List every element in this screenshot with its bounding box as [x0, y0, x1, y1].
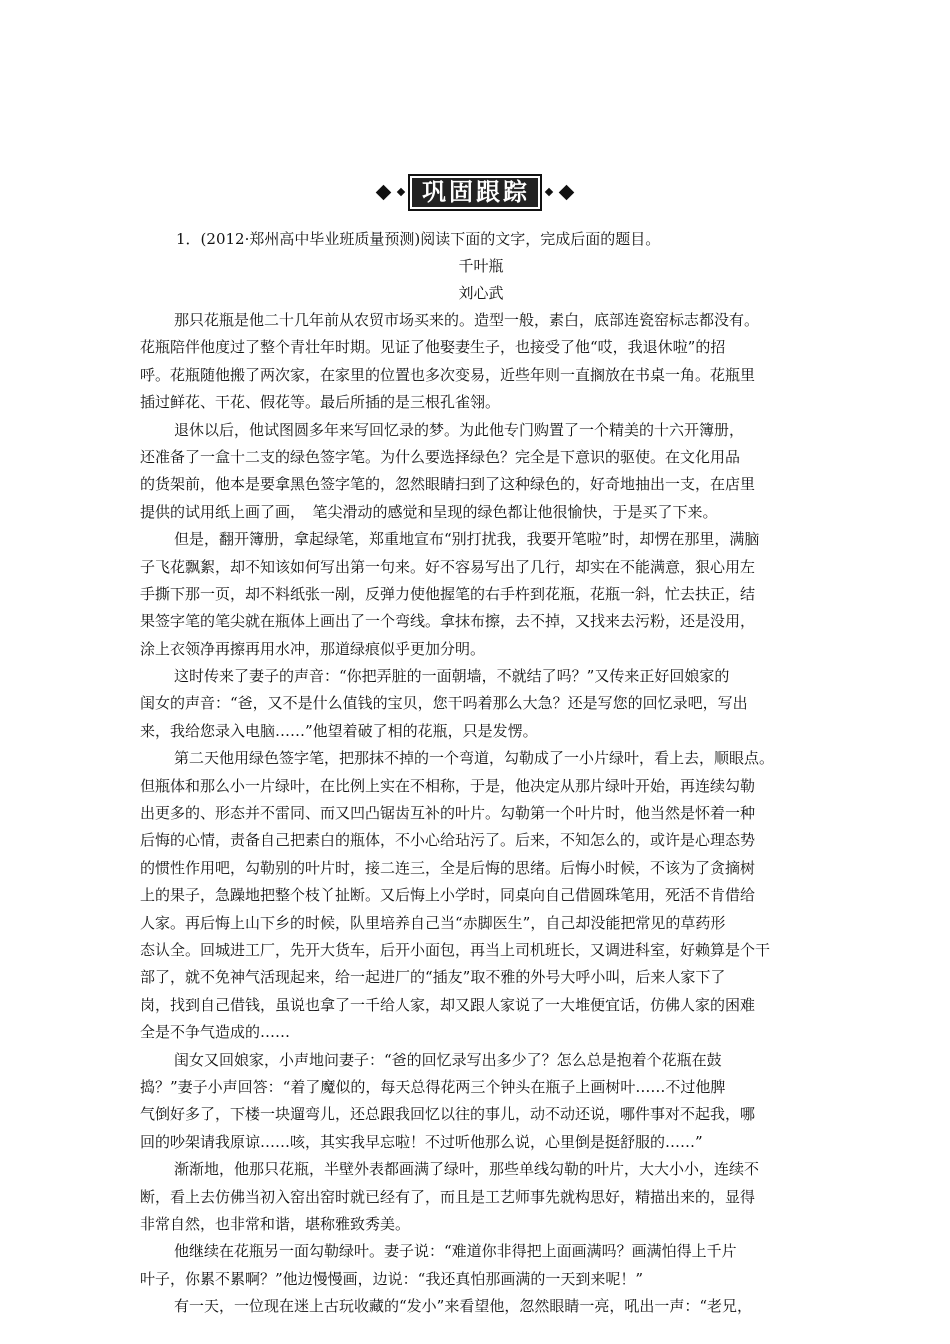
paragraph — [140, 1238, 822, 1293]
paragraph-line: 还准备了一盒十二支的绿色签字笔。为什么要选择绿色？完全是下意识的驱使。在文化用品 — [140, 447, 741, 466]
diamond-bullet-icon — [397, 188, 405, 196]
paragraph-line: 那只花瓶是他二十几年前从农贸市场买来的。造型一般，素白，底部连瓷窑标志都没有。 — [174, 311, 760, 329]
section-banner — [0, 174, 950, 210]
paragraph-line: 全是不争气造成的…… — [140, 1023, 291, 1042]
paragraph — [140, 1156, 822, 1238]
paragraph — [140, 1293, 822, 1320]
story-title: 千叶瓶 — [458, 257, 504, 275]
story-text — [140, 307, 822, 1320]
paragraph-line: 的货架前，他本是要拿黑色签字笔的，忽然眼睛扫到了这种绿色的，好奇地抽出一支，在店里 — [140, 475, 756, 494]
paragraph — [140, 307, 822, 417]
paragraph-line: 非常自然，也非常和谐，堪称雅致秀美。 — [140, 1214, 411, 1233]
paragraph-line: 闺女又回娘家，小声地问妻子：“爸的回忆录写出多少了？怎么总是抱着个花瓶在鼓 — [174, 1050, 722, 1069]
diamond-bullet-icon — [559, 184, 575, 200]
paragraph-line: 子飞花飘絮，却不知该如何写出第一句来。好不容易写出了几行，却实在不能满意，狠心用左 — [140, 557, 756, 576]
paragraph-line: 岗，找到自己借钱，虽说也拿了一千给人家，却又跟人家说了一大堆便宜话，仿佛人家的困难 — [140, 995, 756, 1014]
paragraph — [140, 526, 822, 663]
paragraph-line: 呼。花瓶随他搬了两次家，在家里的位置也多次变易，近些年则一直搁放在书桌一角。花瓶里 — [140, 365, 756, 384]
diamond-bullet-icon — [545, 188, 553, 196]
paragraph-line: 来，我给您录入电脑……”他望着破了相的花瓶，只是发愣。 — [140, 721, 538, 740]
paragraph-line: 闺女的声音：“爸，又不是什么值钱的宝贝，您干吗着那么大急？还是写您的回忆录吧，写出 — [140, 694, 748, 713]
paragraph-line: 的惯性作用吧，勾勒别的叶片时，接二连三，全是后悔的思绪。后悔小时候，不该为了贪摘树 — [140, 858, 756, 877]
paragraph-line: 涂上衣领净再擦再用水冲，那道绿痕似乎更加分明。 — [140, 639, 486, 658]
diamond-bullet-icon — [376, 184, 392, 200]
paragraph-line: 插过鲜花、干花、假花等。最后所插的是三根孔雀翎。 — [140, 393, 501, 412]
paragraph-line: 捣？”妻子小声回答：“着了魔似的，每天总得花两三个钟头在瓶子上画树叶……不过他脾 — [140, 1077, 726, 1096]
paragraph-line: 部了，就不免神气活现起来，给一起进厂的“插友”取不雅的外号大呼小叫，后来人家下了 — [140, 968, 726, 987]
paragraph-line: 渐渐地，他那只花瓶，半壁外表都画满了绿叶，那些单线勾勒的叶片，大大小小，连续不 — [174, 1160, 760, 1179]
paragraph-line: 回的吵架请我原谅……咳，其实我早忘啦！不过听他那么说，心里倒是挺舒服的……” — [140, 1132, 703, 1151]
story-author: 刘心武 — [458, 284, 504, 302]
paragraph — [140, 663, 822, 745]
paragraph-line: 人家。再后悔上山下乡的时候，队里培养自己当“赤脚医生”，自己却没能把常见的草药形 — [140, 913, 726, 932]
paragraph-line: 第二天他用绿色签字笔，把那抹不掉的一个弯道，勾勒成了一小片绿叶，看上去，顺眼点。 — [174, 749, 775, 768]
paragraph-line: 后悔的心情，责备自己把素白的瓶体，不小心给玷污了。后来，不知怎么的，或许是心理态势 — [140, 831, 756, 850]
paragraph-line: 但是，翻开簿册，拿起绿笔，郑重地宣布“别打扰我，我要开笔啦”时，却愣在那里，满脑 — [174, 530, 760, 549]
paragraph — [140, 745, 822, 1046]
question-prompt: 1．(2012·郑州高中毕业班质量预测)阅读下面的文字，完成后面的题目。 — [176, 230, 661, 248]
paragraph — [140, 417, 822, 527]
paragraph-line: 有一天，一位现在迷上古玩收藏的“发小”来看望他，忽然眼睛一亮，吼出一声：“老兄， — [174, 1297, 753, 1316]
paragraph-line: 但瓶体和那么小一片绿叶，在比例上实在不相称，于是，他决定从那片绿叶开始，再连续勾勒 — [140, 776, 756, 795]
paragraph-line: 他继续在花瓶另一面勾勒绿叶。妻子说：“难道你非得把上面画满吗？画满怕得上千片 — [174, 1242, 737, 1261]
paragraph-line: 这时传来了妻子的声音：“你把弄脏的一面朝墙，不就结了吗？”又传来正好回娘家的 — [174, 667, 730, 686]
paragraph-line: 果签字笔的笔尖就在瓶体上画出了一个弯线。拿抹布擦，去不掉，又找来去污粉，还是没用， — [140, 612, 756, 631]
paragraph-line: 气倒好多了，下楼一块遛弯儿，还总跟我回忆以往的事儿，动不动还说，哪件事对不起我，哪 — [140, 1105, 756, 1124]
paragraph-line: 出更多的、形态并不雷同、而又凹凸锯齿互补的叶片。勾勒第一个叶片时，他当然是怀着一种 — [140, 804, 756, 823]
paragraph-line: 叶子，你累不累啊？”他边慢慢画，边说：“我还真怕那画满的一天到来呢！” — [140, 1269, 644, 1288]
paragraph-line: 上的果子，急躁地把整个枝丫扯断。又后悔上小学时，同桌向自己借圆珠笔用，死活不肯借给 — [140, 886, 756, 905]
document-body — [140, 226, 822, 1320]
paragraph-line: 提供的试用纸上画了画， 笔尖滑动的感觉和呈现的绿色都让他很愉快，于是买了下来。 — [140, 502, 718, 521]
paragraph-line: 花瓶陪伴他度过了整个青壮年时期。见证了他娶妻生子，也接受了他“哎，我退休啦”的招 — [140, 338, 726, 357]
paragraph-line: 手撕下那一页，却不料纸张一剐，反弹力使他握笔的右手杵到花瓶，花瓶一斜，忙去扶正，结 — [140, 584, 756, 603]
paragraph-line: 态认全。回城进工厂，先开大货车，后开小面包，再当上司机班长，又调进科室，好赖算是个干 — [140, 940, 771, 959]
section-title: 巩固跟踪 — [408, 174, 542, 211]
paragraph-line: 退休以后，他试图圆多年来写回忆录的梦。为此他专门购置了一个精美的十六开簿册， — [174, 420, 745, 439]
paragraph — [140, 1047, 822, 1157]
paragraph-line: 断，看上去仿佛当初入窑出窑时就已经有了，而且是工艺师事先就构思好，精描出来的，显得 — [140, 1187, 756, 1206]
